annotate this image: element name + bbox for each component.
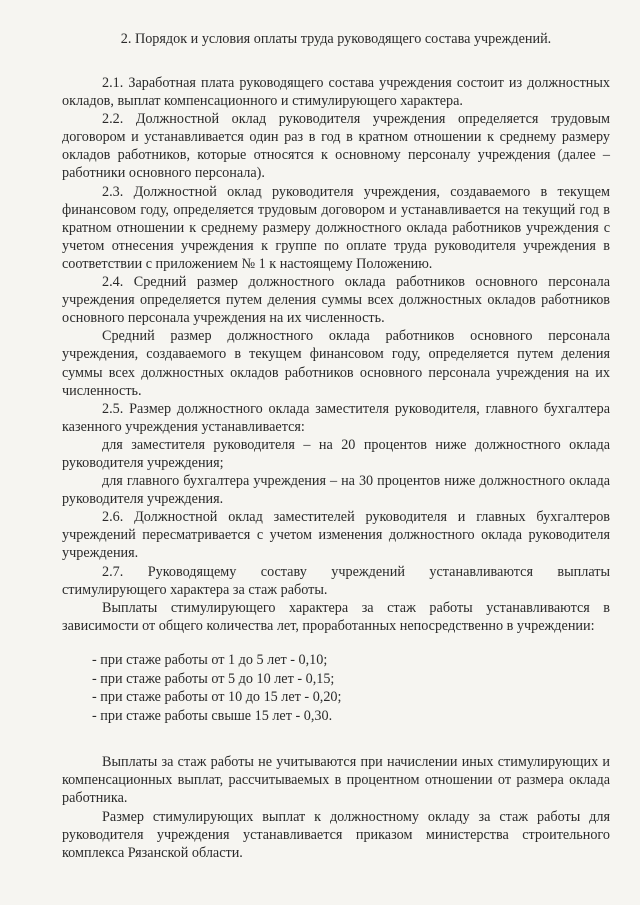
paragraph-2-4-continued: Средний размер должностного оклада работников основного персонала учреждения, создаваемого в текущем финансовом году, определяется путем деления суммы всех должностных окладов работников основного персонала учреждения на их численность. bbox=[62, 328, 610, 399]
paragraph-2-3: 2.3. Должностной оклад руководителя учреждения, создаваемого в текущем финансовом году, определяется трудовым договором и устанавливается на текущий год в кратном отношении к среднему размеру должностного оклада работников учреждения с учетом отнесения учреждения к группе по оплате труда руководителя учреждения в соответствии с приложением № 1 к настоящему Положению. bbox=[62, 183, 610, 272]
spacer bbox=[62, 635, 610, 651]
spacer bbox=[62, 725, 610, 753]
list-item: - при стаже работы от 5 до 10 лет - 0,15; bbox=[92, 670, 335, 687]
list-item: - при стаже работы от 1 до 5 лет - 0,10; bbox=[92, 651, 328, 668]
seniority-rates-list bbox=[62, 651, 610, 725]
paragraph-2-2: 2.2. Должностной оклад руководителя учреждения определяется трудовым договором и устанавливается один раз в год в кратном отношении к среднему размеру окладов работников, которые относятся к основному персоналу учреждения (далее – работники основного персонала). bbox=[62, 111, 610, 182]
list-item: - при стаже работы свыше 15 лет - 0,30. bbox=[92, 707, 333, 724]
paragraph-2-5-deputy: для заместителя руководителя – на 20 процентов ниже должностного оклада руководителя учреждения; bbox=[62, 436, 610, 471]
list-item: - при стаже работы от 10 до 15 лет - 0,20; bbox=[92, 689, 342, 706]
paragraph-2-4: 2.4. Средний размер должностного оклада работников основного персонала учреждения определяется путем деления суммы всех должностных окладов работников основного персонала учреждения на их численность. bbox=[62, 274, 610, 327]
paragraph-2-5: 2.5. Размер должностного оклада заместителя руководителя, главного бухгалтера казенного учреждения устанавливается: bbox=[62, 400, 610, 435]
paragraph-2-5-accountant: для главного бухгалтера учреждения – на 30 процентов ниже должностного оклада руководителя учреждения. bbox=[62, 473, 610, 508]
paragraph-2-1: 2.1. Заработная плата руководящего состава учреждения состоит из должностных окладов, выплат компенсационного и стимулирующего характера. bbox=[62, 75, 610, 110]
paragraph-order: Размер стимулирующих выплат к должностному окладу за стаж работы для руководителя учреждения устанавливается приказом министерства строительного комплекса Рязанской области. bbox=[62, 808, 610, 861]
paragraph-2-6: 2.6. Должностной оклад заместителей руководителя и главных бухгалтеров учреждений пересматривается с учетом изменения должностного оклада руководителя учреждения. bbox=[62, 509, 610, 562]
paragraph-2-7-continued: Выплаты стимулирующего характера за стаж работы устанавливаются в зависимости от общего количества лет, проработанных непосредственно в учреждении: bbox=[62, 599, 610, 634]
paragraph-2-7: 2.7. Руководящему составу учреждений устанавливаются выплаты стимулирующего характера за стаж работы. bbox=[62, 563, 610, 598]
section-heading: 2. Порядок и условия оплаты труда руководящего состава учреждений. bbox=[120, 31, 552, 47]
paragraph-not-counted: Выплаты за стаж работы не учитываются при начислении иных стимулирующих и компенсационных выплат, рассчитываемых в процентном отношении от размера оклада работника. bbox=[62, 754, 610, 807]
